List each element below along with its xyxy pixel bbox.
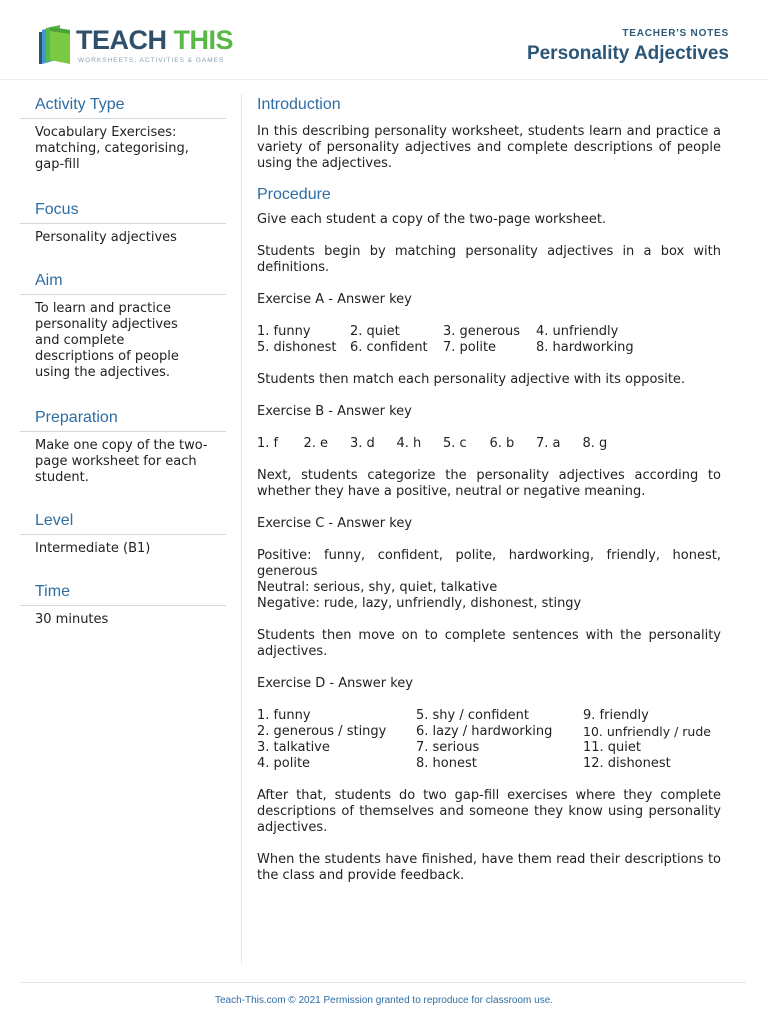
logo-teach: TEACH [76, 25, 167, 55]
exercise-d-answers [257, 708, 721, 772]
answer-item: 12. dishonest [583, 756, 671, 771]
level-section [20, 510, 226, 581]
section-body: Intermediate (B1) [35, 541, 151, 556]
answer-item: 8. hardworking [536, 340, 634, 355]
footer-copyright: Teach-This.com © 2021 Permission granted to reproduce for classroom use. [214, 995, 554, 1006]
teachers-notes-label: TEACHER'S NOTES [622, 28, 729, 39]
procedure-paragraph: Students begin by matching personality adjectives in a box with definitions. [257, 244, 721, 275]
answer-item: 1. funny [257, 708, 311, 723]
main-content [257, 94, 721, 884]
answer-item: 2. e [303, 436, 329, 451]
section-body: 30 minutes [35, 612, 109, 627]
answer-item: 8. g [582, 436, 608, 451]
aim-section [20, 270, 226, 407]
answer-item: 6. b [489, 436, 515, 451]
answer-item: 9. friendly [583, 708, 649, 723]
focus-section [20, 199, 226, 270]
answer-item: 4. h [396, 436, 422, 451]
answer-item: 11. quiet [583, 740, 642, 755]
answer-item: 1. funny [257, 324, 311, 339]
procedure-paragraph: Next, students categorize the personality adjectives according to whether they have a positive, neutral or negative meaning. [257, 468, 721, 499]
section-heading: Focus [20, 199, 226, 224]
section-heading: Preparation [20, 407, 226, 432]
answer-item: 7. serious [416, 740, 480, 755]
answer-item: 5. dishonest [257, 340, 337, 355]
introduction-heading: Introduction [257, 96, 341, 113]
section-heading: Aim [20, 270, 226, 295]
logo-wordmark [76, 25, 233, 56]
page-header [0, 0, 768, 80]
answer-item: 3. generous [443, 324, 521, 339]
answer-item: 7. polite [443, 340, 497, 355]
exercise-a-answers [257, 324, 721, 356]
answer-item: 2. generous / stingy [257, 724, 387, 739]
procedure-paragraph: Give each student a copy of the two-page worksheet. [257, 212, 607, 227]
exercise-c-label: Exercise C - Answer key [257, 516, 413, 531]
answer-item: 3. d [350, 436, 375, 451]
exercise-b-label: Exercise B - Answer key [257, 404, 412, 419]
footer-divider [20, 982, 746, 983]
section-body: Personality adjectives [35, 230, 177, 245]
info-sidebar [20, 94, 226, 641]
answer-item: 6. lazy / hardworking [416, 724, 553, 739]
exercise-c-neutral: Neutral: serious, shy, quiet, talkative [257, 580, 498, 595]
column-divider [241, 94, 242, 964]
logo-tagline: WORKSHEETS, ACTIVITIES & GAMES [78, 57, 225, 64]
time-section [20, 581, 226, 641]
section-heading: Time [20, 581, 226, 606]
answer-item: 8. honest [416, 756, 477, 771]
section-heading: Level [20, 510, 226, 535]
introduction-text: In this describing personality worksheet, students learn and practice a variety of personality adjectives and complete descriptions of people using the adjectives. [257, 124, 721, 171]
page-title: Personality Adjectives [526, 43, 729, 64]
section-body: Vocabulary Exercises: matching, categorising, gap-fill [35, 125, 189, 172]
answer-item: 4. unfriendly [536, 324, 619, 339]
answer-item: 3. talkative [257, 740, 330, 755]
logo-this: THIS [166, 25, 234, 55]
answer-item: 10. unfriendly / rude [583, 724, 711, 739]
exercise-d-label: Exercise D - Answer key [257, 676, 413, 691]
answer-item: 5. shy / confident [416, 708, 530, 723]
procedure-heading: Procedure [257, 186, 331, 203]
answer-item: 7. a [536, 436, 561, 451]
answer-item: 6. confident [350, 340, 428, 355]
answer-item: 4. polite [257, 756, 311, 771]
section-body: To learn and practice personality adjectives and complete descriptions of people using the adjectives. [35, 301, 179, 380]
exercise-c-positive: Positive: funny, confident, polite, hardworking, friendly, honest, generous [257, 548, 721, 579]
preparation-section [20, 407, 226, 510]
answer-item: 5. c [443, 436, 467, 451]
teach-this-logo[interactable] [36, 22, 236, 70]
book-logo-icon [36, 24, 76, 66]
exercise-b-answers [257, 436, 721, 452]
exercise-c-negative: Negative: rude, lazy, unfriendly, dishonest, stingy [257, 596, 582, 611]
procedure-paragraph: Students then match each personality adjective with its opposite. [257, 372, 686, 387]
procedure-paragraph: After that, students do two gap-fill exercises where they complete descriptions of themselves and someone they know using personality adjectives. [257, 788, 721, 835]
procedure-paragraph: Students then move on to complete sentences with the personality adjectives. [257, 628, 721, 659]
section-heading: Activity Type [20, 94, 226, 119]
section-body: Make one copy of the two-page worksheet for each student. [35, 438, 208, 485]
procedure-paragraph: When the students have finished, have them read their descriptions to the class and provide feedback. [257, 852, 721, 883]
answer-item: 2. quiet [350, 324, 400, 339]
exercise-a-label: Exercise A - Answer key [257, 292, 412, 307]
answer-item: 1. f [257, 436, 279, 451]
activity-type-section [20, 94, 226, 199]
